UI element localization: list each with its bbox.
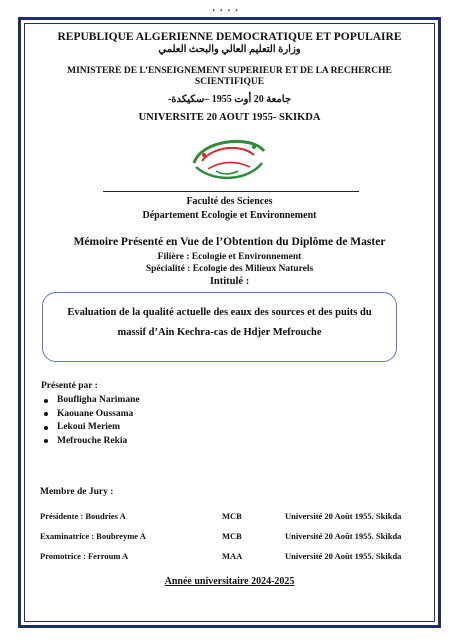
ministry-arabic: وزارة التعليم العالي والبحث العلمي — [158, 44, 301, 55]
specialite-line: Spécialité : Ecologie des Milieux Naturels — [145, 264, 314, 274]
jury-row — [40, 551, 420, 565]
jury-institution: Université 20 Août 1955. Skikda — [285, 551, 402, 561]
bullet-icon — [44, 399, 48, 403]
jury-role: Présidente : Boudries A — [40, 511, 126, 521]
thesis-title: Evaluation de la qualité actuelle des eaux des sources et des puits du massif d’Ain Kechra-cas de Hdjer Mefrouche — [67, 307, 372, 338]
university-logo — [188, 133, 270, 183]
bullet-icon — [44, 426, 48, 430]
university-arabic: جامعة 20 أوت 1955 –سكيكدة- — [167, 94, 292, 105]
jury-row — [40, 531, 420, 545]
memoire-statement: Mémoire Présenté en Vue de l’Obtention du Diplôme de Master — [73, 236, 386, 248]
jury-label: Membre de Jury : — [40, 487, 114, 497]
jury-grade: MCB — [222, 531, 242, 541]
student-name: Lekoui Meriem — [57, 422, 121, 432]
presented-by-label: Présenté par : — [41, 381, 98, 391]
list-item — [44, 421, 140, 435]
faculty-name: Faculté des Sciences — [186, 196, 273, 207]
list-item — [44, 394, 140, 408]
jury-role: Promotrice : Ferroum A — [40, 551, 129, 561]
student-name: Mefrouche Rekia — [57, 435, 128, 446]
student-name: Boufligha Narimane — [57, 395, 140, 405]
student-name: Kaouane Oussama — [57, 408, 134, 419]
jury-role: Examinatrice : Boubreyme A — [40, 531, 146, 541]
thesis-title-box — [42, 292, 397, 362]
list-item — [44, 435, 140, 449]
department-name: Département Ecologie et Environnement — [142, 210, 317, 221]
separator-line — [103, 191, 359, 192]
bullet-icon — [44, 439, 48, 443]
student-list — [44, 394, 140, 448]
jury-institution: Université 20 Août 1955. Skikda — [285, 511, 402, 521]
top-scan-marks: ▪ ▪ ▪ ▪ — [212, 8, 240, 14]
bullet-icon — [44, 412, 48, 416]
list-item — [44, 408, 140, 422]
jury-institution: Université 20 Août 1955. Skikda — [285, 531, 402, 541]
jury-grade: MAA — [222, 551, 243, 561]
university-heading: UNIVERSITE 20 AOUT 1955- SKIKDA — [138, 112, 321, 123]
intitule-label: Intitulé : — [209, 276, 250, 287]
jury-row — [40, 511, 420, 525]
jury-grade: MCB — [222, 511, 242, 521]
filiere-line: Filière : Ecologie et Environnement — [157, 252, 302, 262]
ministry-heading: MINISTERE DE L’ENSEIGNEMENT SUPERIEUR ET DE LA RECHERCHE SCIENTIFIQUE — [67, 66, 392, 87]
republic-heading: REPUBLIQUE ALGERIENNE DEMOCRATIQUE ET POPULAIRE — [57, 31, 402, 43]
academic-year: Année universitaire 2024-2025 — [164, 576, 295, 587]
